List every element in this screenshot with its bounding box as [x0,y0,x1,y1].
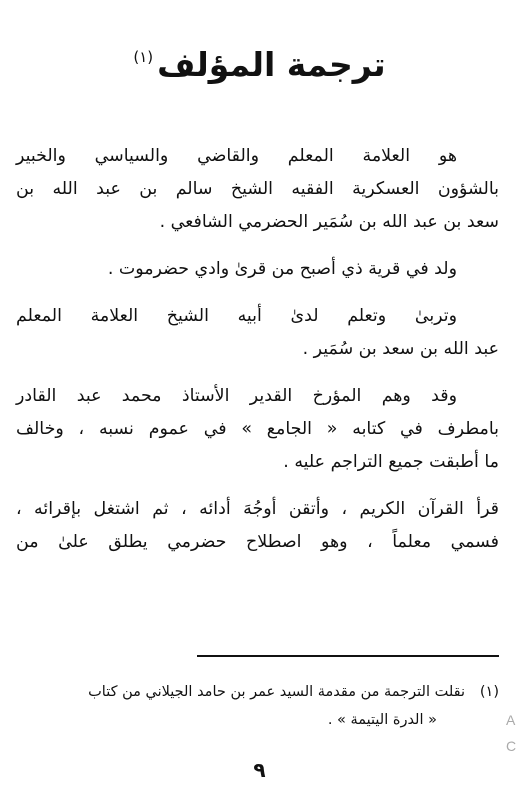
footnote-line [16,678,499,706]
footnote-number: (١) [479,684,499,700]
paragraph [16,380,499,479]
edge-mark: C [506,738,517,754]
text-line: هو العلامة المعلم والقاضي والسياسي والخبير [16,146,457,166]
body-text [16,140,499,559]
edge-mark: A [506,712,516,728]
text-line: وتربىٰ وتعلم لدىٰ أبيه الشيخ العلامة المعلم [16,306,457,326]
title-footnote-ref: (١) [133,48,154,66]
chapter-title [0,45,519,84]
footnote-text: نقلت الترجمة من مقدمة السيد عمر بن حامد الجيلاني من كتاب [88,684,465,700]
paragraph [16,140,499,239]
page-number: ٩ [253,758,266,782]
paragraph [16,253,499,286]
text-line: عبد الله بن سعد بن سُمَير . [302,339,499,359]
text-line: قرأ القرآن الكريم ، وأتقن أوجُهَ أدائه ، ثم اشتغل بإقرائه ، [16,499,499,519]
text-line: وقد وهم المؤرخ القدير الأستاذ محمد عبد القادر [16,386,457,406]
chapter-title-text: ترجمة المؤلف [157,45,386,84]
footnote-line: « الدرة اليتيمة » . [327,712,437,728]
footnote-separator [197,655,499,657]
text-line: ما أطبقت جميع التراجم عليه . [283,452,499,472]
footnote [16,678,499,734]
text-line: ولد في قرية ذي أصبح من قرىٰ وادي حضرموت . [107,259,457,279]
text-line: فسمي معلماً ، وهو اصطلاح حضرمي يطلق علىٰ من [16,532,499,552]
text-line: بامطرف في كتابه « الجامع » في عموم نسبه ، وخالف [16,419,499,439]
text-line: بالشؤون العسكرية الفقيه الشيخ سالم بن عبد الله بن [16,179,499,199]
text-line: سعد بن عبد الله بن سُمَير الحضرمي الشافعي . [159,212,499,232]
paragraph [16,300,499,366]
paragraph [16,493,499,559]
